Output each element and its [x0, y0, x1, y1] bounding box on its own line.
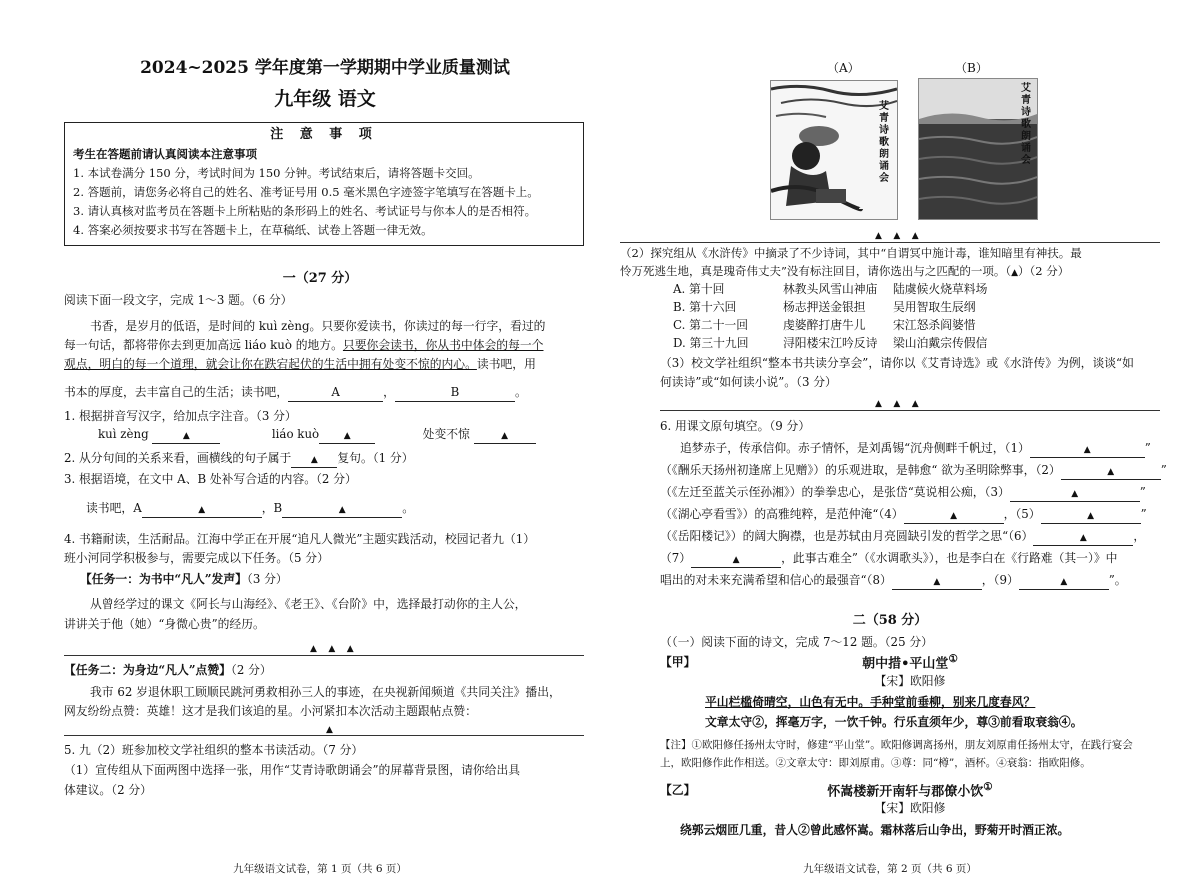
fill-line: 唱出的对未来充满希望和信心的最强音“（8） ▲ ，（9） ▲ ”。: [660, 572, 1127, 590]
poster-b-caption: 艾青诗歌朗诵会: [1021, 83, 1031, 166]
question-3-answer: 读书吧，A ▲ ，B ▲ 。: [86, 500, 414, 518]
poster-image-b[interactable]: [918, 78, 1038, 220]
fill-line: （7） ▲ ，此事古难全”（《水调歌头》），也是李白在《行路难（其一）》中: [660, 550, 1117, 568]
question-2: 2. 从分句间的关系来看，画横线的句子属于 ▲ 复句。（1 分）: [64, 450, 414, 468]
option-a[interactable]: A. 第十回 林教头风雪山神庙 陆虞候火烧草料场: [673, 282, 988, 296]
passage-line: [64, 356, 536, 373]
underlined-sentence: 观点，明白的每一个道理，就会让你在跌宕起伏的生活中拥有处变不惊的内心。: [64, 357, 477, 371]
pinyin-item: kuì zèng: [98, 427, 149, 441]
option-d[interactable]: D. 第三十九回 浔阳楼宋江吟反诗 梁山泊戴宗传假信: [673, 336, 988, 350]
passage-line: [64, 337, 543, 354]
question-5-2: （2）探究组从《水浒传》中摘录了不少诗词，其中“自谓冥中施计毒，谁知暗里有神扶。最: [620, 246, 1082, 260]
poem1-author: 【宋】欧阳修: [874, 674, 946, 688]
answer-blank[interactable]: ▲: [691, 554, 781, 568]
answer-blank[interactable]: ▲: [152, 430, 220, 444]
option-c[interactable]: C. 第二十一回 虔婆醉打唐牛儿 宋江怒杀阎婆惜: [673, 318, 976, 332]
poster-image-a[interactable]: [770, 80, 898, 220]
notice-item: 3. 请认真核对监考员在答题卡上所粘贴的条形码上的姓名、考试证号与你本人的是否相符。: [73, 203, 537, 218]
pinyin-item: liáo kuò: [271, 427, 320, 441]
poster-b-illustration: [919, 79, 1037, 219]
task-2-text: 我市 62 岁退休职工顾顺民跳河勇救相孙三人的事迹，在央视新闻频道《共同关注》播出，: [90, 685, 561, 699]
label-jia: 【甲】: [660, 655, 696, 669]
question-4: 4. 书籍耐读，生活耐品。江海中学正在开展“追凡人微光”主题实践活动，校园记者九（1）: [64, 532, 536, 546]
image-label-a: （A）: [827, 61, 860, 75]
fill-line: （《岳阳楼记》）的阔大胸襟，也是苏轼由月亮圆缺引发的哲学之思“（6） ▲ ，: [660, 528, 1145, 546]
poem-intro: （（一）阅读下面的诗文，完成 7～12 题。（25 分）: [660, 635, 933, 649]
answer-line[interactable]: [64, 655, 584, 656]
passage-line: 书香，是岁月的低语，是时间的 kuì zèng。只要你爱读书，你读过的每一行字，看过的: [90, 319, 546, 333]
question-3: 3. 根据语境，在文中 A、B 处补写合适的内容。（2 分）: [64, 472, 357, 486]
poem1-line: 平山栏槛倚晴空，山色有无中。手种堂前垂柳，别来几度春风？: [705, 695, 1036, 709]
exam-page-2: [605, 0, 1200, 894]
task-2-heading: 【任务二：为身边“凡人”点赞】（2 分）: [64, 663, 272, 677]
fill-line: （《酬乐天扬州初逢席上见赠》）的乐观进取，是韩愈“ 欲为圣明除弊事，（2） ▲ ”: [660, 462, 1167, 480]
blank-a[interactable]: A: [288, 384, 383, 402]
poem1-title: 朝中措•平山堂①: [862, 653, 958, 672]
blank-b[interactable]: B: [395, 384, 515, 402]
poem2-title: 怀嵩楼新开南轩与郡僚小饮①: [827, 781, 993, 800]
task-1-heading: 【任务一：为书中“凡人”发声】（3 分）: [80, 572, 288, 586]
answer-blank[interactable]: ▲: [291, 454, 337, 468]
task-2-text: 网友纷纷点赞：英雄！这才是我们该追的星。小河紧扣本次活动主题跟帖点赞：: [64, 704, 477, 718]
answer-marker: ▲ ▲ ▲: [875, 231, 919, 241]
poem1-note: 上，欧阳修作此作相送。②文章太守：即刘原甫。③尊：同“樽”，酒杯。④衰翁：指欧阳修。: [660, 757, 1091, 769]
answer-line[interactable]: [660, 410, 1160, 411]
poem1-line: 文章太守②，挥毫万字，一饮千钟。行乐直须年少，尊③前看取衰翁④。: [705, 715, 1083, 729]
passage-text: 每一句话，都将带你去到更加高远 liáo kuò 的地方。: [64, 338, 343, 352]
notice-item: 4. 答案必须按要求书写在答题卡上，在草稿纸、试卷上答题一律无效。: [73, 222, 433, 237]
passage-text: 书本的厚度，去丰富自己的生活；读书吧，: [64, 385, 289, 399]
notice-item: 2. 答题前，请您务必将自己的姓名、准考证号用 0.5 毫米黑色字迹签字笔填写在答题卡上。: [73, 184, 539, 199]
notice-intro: 考生在答题前请认真阅读本注意事项: [73, 146, 257, 161]
answer-blank[interactable]: ▲: [892, 576, 982, 590]
poem2-author: 【宋】欧阳修: [874, 801, 946, 815]
poem2-line: 绕郭云烟匝几重，昔人②曾此感怀嵩。霜林落后山争出，野菊开时酒正浓。: [680, 823, 1070, 837]
passage-text: 读书吧，用: [476, 357, 536, 371]
answer-line[interactable]: [620, 242, 1160, 243]
answer-blank[interactable]: ▲: [282, 504, 402, 518]
answer-blank[interactable]: ▲: [904, 510, 1004, 524]
section-heading: 一（27 分）: [282, 271, 358, 286]
passage-line: 书本的厚度，去丰富自己的生活；读书吧， A ， B 。: [64, 384, 527, 402]
task-1-text: 从曾经学过的课文《阿长与山海经》、《老王》、《台阶》中，选择最打动你的主人公，: [90, 597, 527, 611]
answer-blank[interactable]: ▲: [1019, 576, 1109, 590]
answer-blank[interactable]: ▲: [1033, 532, 1133, 546]
exam-title: 2024~2025 学年度第一学期期中学业质量测试: [140, 58, 510, 78]
answer-line[interactable]: [64, 735, 584, 736]
fill-line: 追梦赤子，传承信仰。赤子情怀，是刘禹锡“沉舟侧畔千帆过，（1） ▲ ”: [680, 440, 1151, 458]
question-5-3: （3）校文学社组织“整本书共读分享会”，请你以《艾青诗选》或《水浒传》为例，谈谈“如: [660, 356, 1134, 370]
page-footer: 九年级语文试卷，第 2 页（共 6 页）: [803, 863, 977, 875]
section-heading: 二（58 分）: [852, 613, 928, 628]
label-yi: 【乙】: [660, 783, 696, 797]
answer-blank[interactable]: ▲: [142, 504, 262, 518]
answer-marker: ▲ ▲ ▲: [875, 399, 919, 409]
answer-marker: ▲: [326, 725, 333, 735]
exam-subtitle: 九年级 语文: [274, 88, 376, 110]
answer-blank[interactable]: ▲: [474, 430, 536, 444]
page-footer: 九年级语文试卷，第 1 页（共 6 页）: [233, 863, 407, 875]
question-5-1: （1）宣传组从下面两图中选择一张，用作“艾青诗歌朗诵会”的屏幕背景图，请你给出具: [64, 763, 521, 777]
answer-marker: ▲ ▲ ▲: [310, 644, 354, 654]
reading-intro: 阅读下面一段文字，完成 1～3 题。（6 分）: [64, 293, 293, 307]
question-1-items: [98, 426, 578, 444]
question-5-1: 体建议。（2 分）: [64, 783, 152, 797]
notice-item: 1. 本试卷满分 150 分，考试时间为 150 分钟。考试结束后，请将答题卡交回。: [73, 165, 480, 180]
word-item: 处变不惊: [422, 427, 470, 441]
question-1: 1. 根据拼音写汉字，给加点字注音。（3 分）: [64, 409, 297, 423]
question-5-2: 怜万死逃生地，真是瑰奇伟丈夫”没有标注回目，请你选出与之匹配的一项。（▲）（2 分）: [620, 264, 1070, 278]
question-5-3: 何读诗”或“如何读小说”。（3 分）: [660, 375, 837, 389]
answer-blank[interactable]: ▲: [1041, 510, 1141, 524]
answer-blank[interactable]: ▲: [1030, 444, 1145, 458]
answer-blank[interactable]: ▲: [1010, 488, 1140, 502]
poster-a-caption: 艾青诗歌朗诵会: [879, 101, 889, 184]
poem1-note: 【注】①欧阳修任扬州太守时，修建“平山堂”。欧阳修调离扬州，朋友刘原甫任扬州太守，在践行宴会: [660, 739, 1133, 751]
answer-blank[interactable]: ▲: [1061, 466, 1161, 480]
question-4: 班小河同学积极参与，需要完成以下任务。（5 分）: [64, 551, 329, 565]
answer-blank[interactable]: ▲: [1011, 268, 1019, 278]
question-5: 5. 九（2）班参加校文学社组织的整本书读活动。（7 分）: [64, 743, 364, 757]
fill-line: （《左迁至蓝关示侄孙湘》）的拳拳忠心，是张岱“莫说相公痴，（3） ▲ ”: [660, 484, 1146, 502]
fill-line: （《湖心亭看雪》）的高雅纯粹，是范仲淹“（4） ▲ ，（5） ▲ ”: [660, 506, 1147, 524]
option-b[interactable]: B. 第十六回 杨志押送金银担 吴用智取生辰纲: [673, 300, 976, 314]
underlined-sentence: 只要你会读书，你从书中体会的每一个: [342, 338, 544, 352]
notice-box: [64, 122, 584, 246]
notice-heading: 注 意 事 项: [270, 127, 378, 142]
answer-blank[interactable]: ▲: [319, 430, 375, 444]
image-label-b: （B）: [955, 61, 988, 75]
task-1-text: 讲讲关于他（她）“身微心贵”的经历。: [64, 617, 265, 631]
question-6: 6. 用课文原句填空。（9 分）: [660, 419, 811, 433]
